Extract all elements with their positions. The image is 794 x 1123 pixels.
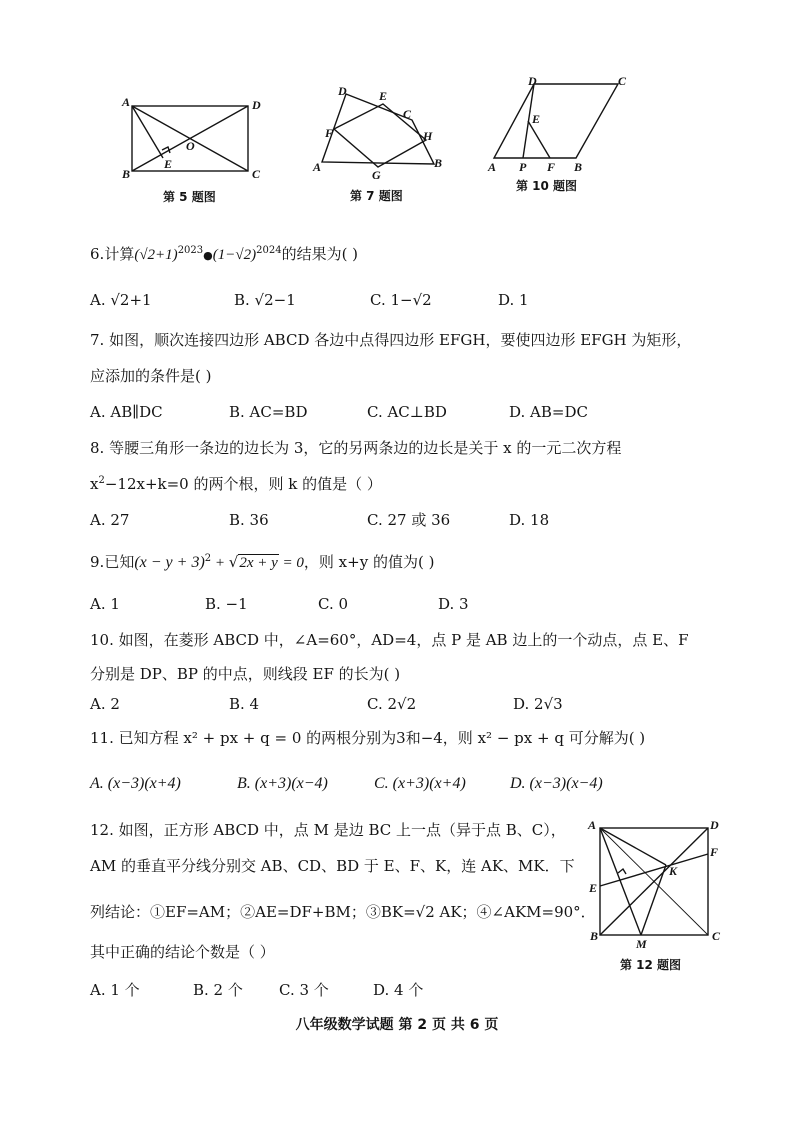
figure-10-diagram (486, 74, 636, 174)
q6-exp1: 2023 (177, 245, 204, 256)
fig7-label-D: D (338, 84, 347, 98)
q10-option-b: B. 4 (229, 695, 260, 713)
q10-option-c: C. 2√2 (367, 695, 417, 713)
q6-option-b: B. √2−1 (234, 291, 296, 309)
q6-dot: ● (203, 249, 213, 262)
q8-line-2-rest: −12x+k=0 的两个根，则 k 的值是（ ） (104, 475, 382, 493)
q12-option-b: B. 2 个 (193, 981, 243, 999)
fig12-label-K: K (669, 864, 678, 878)
question-10-line-2: 分别是 DP、BP 的中点，则线段 EF 的长为( ) (90, 665, 401, 683)
q7-option-c: C. AC⊥BD (367, 403, 447, 421)
q8-option-a: A. 27 (90, 511, 130, 529)
fig10-label-E: E (532, 112, 541, 126)
q8-option-d: D. 18 (509, 511, 550, 529)
fig7-label-H: H (423, 129, 433, 143)
fig10-label-B: B (574, 160, 583, 174)
q9-suffix: ，则 x+y 的值为( ) (303, 553, 435, 571)
question-7-line-2: 应添加的条件是( ) (90, 367, 212, 385)
fig10-label-F: F (547, 160, 556, 174)
q6-suffix: 的结果为( ) (281, 245, 359, 263)
q9-eq: = 0 (278, 555, 304, 571)
question-6 (90, 244, 358, 266)
q9-number: 9. (90, 553, 105, 571)
fig12-label-B: B (590, 929, 599, 943)
q9-radical-sign: √ (228, 553, 239, 571)
question-10-line-1: 10. 如图，在菱形 ABCD 中，∠A=60°，AD=4，点 P 是 AB 边上的一个动点，点 E、F (90, 631, 689, 649)
q9-expr1: (x − y + 3) (134, 554, 205, 571)
figure-10-caption: 第 10 题图 (516, 179, 578, 193)
fig7-label-G: G (372, 168, 381, 182)
q9-radical (238, 552, 278, 573)
q6-option-a: A. √2+1 (90, 291, 152, 309)
q9-option-c: C. 0 (318, 595, 349, 613)
figure-7-diagram (308, 82, 458, 182)
fig7-label-C: C (403, 107, 412, 121)
q7-option-a: A. AB∥DC (90, 403, 163, 421)
fig5-label-E: E (164, 157, 173, 171)
question-8-line-2 (90, 474, 382, 494)
q8-sup: 2 (98, 475, 105, 486)
question-8-line-1: 8. 等腰三角形一条边的边长为 3，它的另两条边的边长是关于 x 的一元二次方程 (90, 439, 622, 457)
fig12-label-C: C (712, 929, 721, 943)
q9-sup: 2 (204, 553, 212, 564)
q12-option-c: C. 3 个 (279, 981, 329, 999)
q12-option-d: D. 4 个 (373, 981, 424, 999)
fig12-label-E: E (589, 881, 598, 895)
q9-option-a: A. 1 (90, 595, 120, 613)
figure-7-caption: 第 7 题图 (350, 189, 403, 203)
fig7-label-F: F (325, 126, 334, 140)
fig7-label-B: B (434, 156, 443, 170)
page-footer: 八年级数学试题 第 2 页 共 6 页 (295, 1017, 499, 1033)
q12-option-a: A. 1 个 (90, 981, 140, 999)
q11-option-b: B. (x+3)(x−4) (237, 775, 328, 792)
fig10-label-A: A (488, 160, 497, 174)
question-12-line-4: 其中正确的结论个数是（ ） (90, 943, 275, 961)
q9-plus: + (211, 555, 229, 571)
q11-option-a: A. (x−3)(x+4) (90, 775, 181, 792)
q11-option-d: D. (x−3)(x−4) (510, 775, 603, 792)
figure-12-diagram (584, 818, 734, 953)
q9-prefix: 已知 (104, 553, 135, 571)
fig5-label-B: B (122, 167, 131, 181)
figure-5 (118, 96, 268, 206)
figure-7 (308, 82, 458, 207)
q6-prefix: 计算 (104, 245, 135, 263)
figure-10 (486, 74, 636, 199)
q10-option-d: D. 2√3 (513, 695, 563, 713)
fig7-label-A: A (313, 160, 322, 174)
q9-option-d: D. 3 (438, 595, 469, 613)
fig5-label-C: C (252, 167, 261, 181)
q11-option-c: C. (x+3)(x+4) (374, 775, 466, 792)
question-7-line-1: 7. 如图，顺次连接四边形 ABCD 各边中点得四边形 EFGH，要使四边形 EFGH 为矩形， (90, 331, 692, 349)
q8-x: x (90, 475, 99, 493)
question-12-line-3: 列结论：①EF=AM；②AE=DF+BM；③BK=√2 AK；④∠AKM=90°． (90, 903, 596, 921)
figure-12-caption: 第 12 题图 (620, 958, 682, 972)
fig10-label-D: D (528, 74, 537, 88)
fig12-label-M: M (636, 937, 647, 951)
q6-option-c: C. 1−√2 (370, 291, 432, 309)
fig12-label-A: A (588, 818, 597, 832)
question-11: 11. 已知方程 x² + px + q = 0 的两根分别为3和−4，则 x² − px + q 可分解为( ) (90, 729, 646, 747)
figure-5-diagram (118, 96, 268, 186)
q6-number: 6. (90, 245, 105, 263)
q6-option-d: D. 1 (498, 291, 529, 309)
figure-5-caption: 第 5 题图 (163, 190, 216, 204)
question-12-line-2: AM 的垂直平分线分别交 AB、CD、BD 于 E、F、K，连 AK、MK．下 (90, 857, 575, 875)
q6-base2: (1−√2) (212, 247, 257, 263)
fig10-label-P: P (519, 160, 527, 174)
fig5-label-A: A (122, 95, 131, 109)
q10-option-a: A. 2 (90, 695, 120, 713)
question-12-line-1: 12. 如图，正方形 ABCD 中，点 M 是边 BC 上一点（异于点 B、C）， (90, 821, 566, 839)
fig5-label-D: D (252, 98, 261, 112)
q6-exp2: 2024 (256, 245, 282, 256)
q7-option-b: B. AC=BD (229, 403, 308, 421)
q9-option-b: B. −1 (205, 595, 248, 613)
figure-12 (584, 818, 734, 978)
q8-option-c: C. 27 或 36 (367, 511, 451, 529)
fig12-label-D: D (710, 818, 719, 832)
q6-base1: (√2+1) (134, 247, 178, 263)
q8-option-b: B. 36 (229, 511, 269, 529)
question-9 (90, 552, 434, 573)
fig7-label-E: E (379, 89, 388, 103)
fig10-label-C: C (618, 74, 627, 88)
fig5-label-O: O (186, 139, 195, 153)
fig12-label-F: F (710, 845, 719, 859)
q9-radicand: 2x + y (239, 555, 278, 571)
q7-option-d: D. AB=DC (509, 403, 588, 421)
